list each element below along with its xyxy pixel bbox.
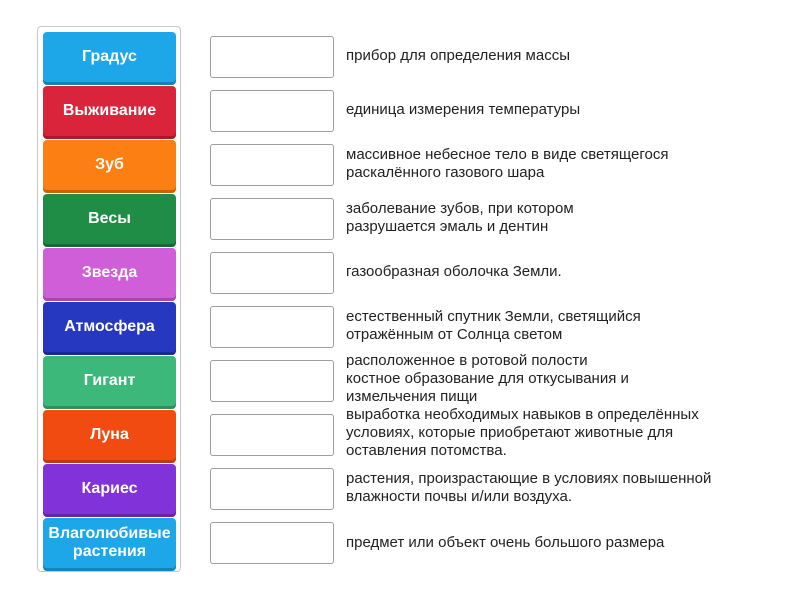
answer-tile-label: Выживание bbox=[62, 102, 157, 119]
answer-tile-label: Зуб bbox=[95, 156, 124, 173]
answer-tile[interactable] bbox=[43, 194, 176, 244]
drop-slot[interactable] bbox=[210, 90, 334, 132]
answer-tile[interactable] bbox=[43, 86, 176, 136]
answer-tile-label: Кариес bbox=[81, 480, 138, 497]
answer-tile-label: Влаголюбивые растения bbox=[48, 525, 171, 560]
definition-text: прибор для определения массы bbox=[346, 47, 570, 64]
definition-text: массивное небесное тело в виде светящегося раскалённого газового шара bbox=[346, 146, 669, 181]
answer-tile[interactable] bbox=[43, 140, 176, 190]
definition-text: выработка необходимых навыков в определённых условиях, которые приобретают животные для оставления потомства. bbox=[346, 406, 699, 459]
definition-text: естественный спутник Земли, светящийся отражённым от Солнца светом bbox=[346, 308, 641, 343]
drop-slot[interactable] bbox=[210, 36, 334, 78]
definition-text: расположенное в ротовой полости костное образование для откусывания и измельчения пищи bbox=[346, 352, 629, 405]
drop-slot[interactable] bbox=[210, 360, 334, 402]
definition-text: заболевание зубов, при котором разрушается эмаль и дентин bbox=[346, 200, 574, 235]
drop-slot[interactable] bbox=[210, 414, 334, 456]
answer-tile-label: Звезда bbox=[81, 264, 138, 281]
answer-tile-label: Луна bbox=[90, 426, 129, 443]
drop-slot[interactable] bbox=[210, 252, 334, 294]
drop-slot[interactable] bbox=[210, 306, 334, 348]
answer-tile-label: Весы bbox=[88, 210, 131, 227]
definition-text: предмет или объект очень большого размера bbox=[346, 534, 665, 551]
answer-tile[interactable] bbox=[43, 32, 176, 82]
answer-tile-label: Гигант bbox=[83, 372, 136, 389]
answer-tile[interactable] bbox=[43, 518, 176, 568]
answer-tile[interactable] bbox=[43, 248, 176, 298]
answer-tile-label: Градус bbox=[82, 48, 137, 65]
drop-slot[interactable] bbox=[210, 198, 334, 240]
answer-tile-label: Атмосфера bbox=[64, 318, 155, 335]
definition-text: растения, произрастающие в условиях повышенной влажности почвы и/или воздуха. bbox=[346, 470, 712, 505]
answer-tile[interactable] bbox=[43, 410, 176, 460]
drop-slot[interactable] bbox=[210, 468, 334, 510]
drop-slot[interactable] bbox=[210, 144, 334, 186]
definition-text: газообразная оболочка Земли. bbox=[346, 263, 562, 280]
definition-text: единица измерения температуры bbox=[346, 101, 581, 118]
answer-tile[interactable] bbox=[43, 356, 176, 406]
answer-tile[interactable] bbox=[43, 302, 176, 352]
drop-slot[interactable] bbox=[210, 522, 334, 564]
answer-tile[interactable] bbox=[43, 464, 176, 514]
